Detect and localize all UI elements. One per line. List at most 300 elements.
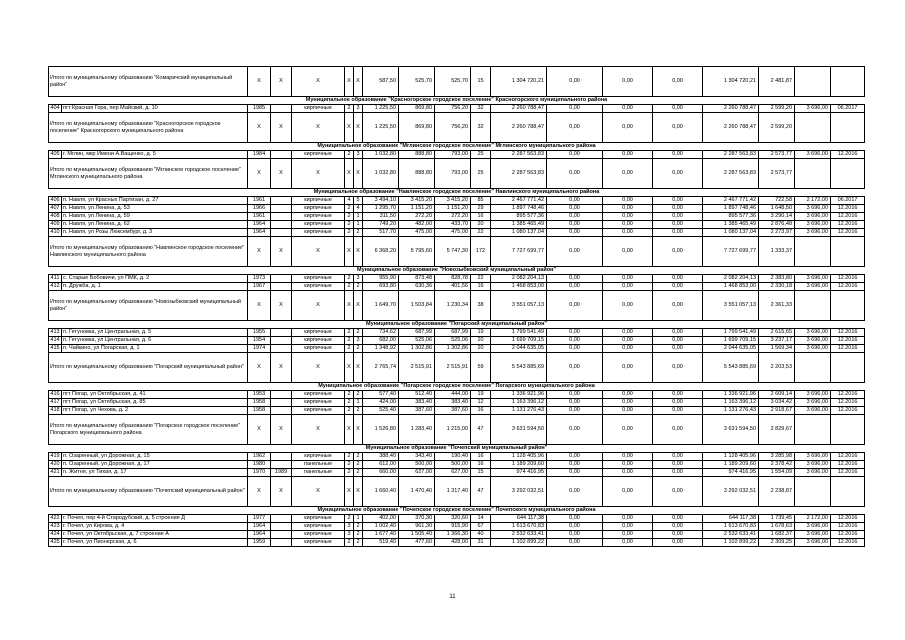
table-cell: 525,06: [399, 337, 435, 345]
row-number: 405: [50, 151, 60, 158]
table-cell: 3 237,17: [759, 337, 795, 345]
table-cell: 0,00: [653, 539, 703, 547]
table-cell: 0,00: [547, 329, 603, 337]
table-cell: 2: [345, 151, 354, 159]
subtotal-cell: 172: [471, 237, 491, 267]
table-cell: 1 613 670,83: [703, 523, 759, 531]
table-cell: 1 225,50: [363, 105, 399, 113]
subtotal-cell: 32: [471, 113, 491, 143]
table-cell: 0,00: [653, 461, 703, 469]
table-cell: 2 330,18: [759, 283, 795, 291]
table-cell: 2: [345, 461, 354, 469]
address-cell: пгт Погар, ул Чехова, д. 2: [62, 407, 248, 415]
table-cell: 320,60: [435, 515, 471, 523]
table-row: [49, 221, 865, 229]
table-cell: 1961: [248, 197, 271, 205]
section-heading-row: [49, 143, 865, 151]
table-cell: 2 467 771,42: [491, 197, 547, 205]
subtotal-cell: 2 260 788,47: [703, 113, 759, 143]
table-cell: 2 172,00: [795, 197, 831, 205]
table-cell: 1 151,20: [399, 205, 435, 213]
table-cell: 1 080 137,04: [491, 229, 547, 237]
subtotal-cell: X: [354, 291, 363, 321]
subtotal-cell: 2 599,20: [759, 113, 795, 143]
subtotal-cell: 0,00: [547, 237, 603, 267]
table-cell: 1 128 405,96: [491, 453, 547, 461]
section-heading-row: [49, 267, 865, 275]
table-cell: 2 082 204,13: [491, 275, 547, 283]
table-cell: 0,00: [547, 345, 603, 353]
table-cell: 12.2016: [831, 453, 865, 461]
address-cell: г. Почеп, ул Октябрьская, д. 7 строение А: [62, 531, 248, 539]
table-cell: [271, 531, 292, 539]
subtotal-cell: 2 829,67: [759, 415, 795, 445]
table-cell: 687,99: [399, 329, 435, 337]
table-cell: 1964: [248, 221, 271, 229]
table-cell: 1967: [248, 283, 271, 291]
row-number: 409: [50, 221, 60, 228]
subtotal-cell: X: [248, 159, 271, 189]
subtotal-cell: 2 765,74: [363, 353, 399, 383]
row-number: 417: [50, 399, 60, 406]
table-cell: кирпичные: [292, 221, 345, 229]
table-cell: 3: [354, 337, 363, 345]
subtotal-cell: 15: [471, 67, 491, 97]
subtotal-cell: 3 292 032,51: [703, 477, 759, 507]
subtotal-cell: 0,00: [547, 415, 603, 445]
table-cell: 1 348,92: [363, 345, 399, 353]
table-cell: 0,00: [547, 151, 603, 159]
table-cell: 16: [471, 461, 491, 469]
table-cell: 424,00: [363, 399, 399, 407]
table-cell: 1: [354, 221, 363, 229]
address-cell: п. Навля, ул Розы Люксембург, д. 3: [62, 229, 248, 237]
subtotal-cell: 0,00: [603, 159, 653, 189]
address-cell: г. Почеп, ул Пионерская, д. 6: [62, 539, 248, 547]
table-cell: 12.2016: [831, 337, 865, 345]
table-cell: 519,40: [363, 539, 399, 547]
table-cell: кирпичные: [292, 151, 345, 159]
table-cell: 40: [471, 531, 491, 539]
row-number: 408: [50, 213, 60, 220]
table-cell: 12.2016: [831, 461, 865, 469]
table-cell: 0,00: [653, 105, 703, 113]
table-cell: 0,00: [547, 197, 603, 205]
table-cell: 0,00: [547, 461, 603, 469]
subtotal-cell: X: [345, 353, 354, 383]
table-cell: 2: [354, 453, 363, 461]
subtotal-cell: X: [345, 113, 354, 143]
table-cell: 0,00: [603, 105, 653, 113]
table-cell: 0,00: [603, 329, 653, 337]
row-number: 421: [50, 469, 60, 476]
table-cell: 0,00: [547, 515, 603, 523]
section-title: Муниципальное образование "Погарское городское поселение" Погарского муниципального района: [49, 383, 865, 391]
table-cell: 2: [354, 523, 363, 531]
subtotal-row: [49, 113, 865, 143]
table-cell: 2 615,65: [759, 329, 795, 337]
subtotal-cell: X: [354, 67, 363, 97]
table-cell: 0,00: [603, 151, 653, 159]
table-cell: 4: [345, 197, 354, 205]
subtotal-label: Итого по муниципальному образованию "Комаричский муниципальный район": [49, 67, 248, 97]
subtotal-cell: 1 526,80: [363, 415, 399, 445]
table-cell: 1 699 709,15: [491, 337, 547, 345]
subtotal-cell: 888,80: [399, 159, 435, 189]
table-cell: кирпичные: [292, 407, 345, 415]
subtotal-cell: X: [248, 291, 271, 321]
table-cell: кирпичные: [292, 205, 345, 213]
table-cell: 3 696,00: [795, 151, 831, 159]
table-cell: 2: [345, 105, 354, 113]
subtotal-cell: 47: [471, 477, 491, 507]
subtotal-cell: [831, 291, 865, 321]
table-cell: [271, 407, 292, 415]
subtotal-cell: 3 292 032,51: [491, 477, 547, 507]
table-cell: 630,36: [399, 283, 435, 291]
table-cell: 1958: [248, 407, 271, 415]
table-cell: 1977: [248, 515, 271, 523]
table-cell: 0,00: [547, 283, 603, 291]
table-cell: 06.2017: [831, 197, 865, 205]
table-cell: 2: [345, 329, 354, 337]
subtotal-cell: 59: [471, 353, 491, 383]
table-cell: 682,00: [363, 337, 399, 345]
row-number: 420: [50, 461, 60, 468]
table-cell: 402,00: [363, 515, 399, 523]
table-cell: [271, 213, 292, 221]
subtotal-cell: 0,00: [603, 477, 653, 507]
table-row: [49, 399, 865, 407]
table-cell: 387,60: [399, 407, 435, 415]
table-cell: 272,20: [399, 213, 435, 221]
table-row: [49, 345, 865, 353]
table-cell: 0,00: [603, 205, 653, 213]
section-heading-row: [49, 97, 865, 105]
subtotal-cell: 0,00: [653, 113, 703, 143]
table-cell: 0,00: [653, 229, 703, 237]
table-cell: 0,00: [653, 407, 703, 415]
table-cell: 0,00: [547, 391, 603, 399]
table-cell: 1984: [248, 151, 271, 159]
table-cell: 2 378,42: [759, 461, 795, 469]
subtotal-cell: 869,80: [399, 113, 435, 143]
table-row: [49, 523, 865, 531]
table-cell: 12.2016: [831, 345, 865, 353]
subtotal-cell: 6 368,20: [363, 237, 399, 267]
subtotal-cell: 0,00: [547, 477, 603, 507]
address-cell: пгт Погар, ул Октябрьская, д. 85: [62, 399, 248, 407]
table-cell: 0,00: [603, 337, 653, 345]
row-number: 404: [50, 105, 60, 112]
table-cell: 06.2017: [831, 105, 865, 113]
subtotal-cell: 587,50: [363, 67, 399, 97]
subtotal-cell: [795, 415, 831, 445]
table-cell: 1 897 748,46: [703, 205, 759, 213]
subtotal-cell: 3 631 594,50: [703, 415, 759, 445]
subtotal-cell: 793,00: [435, 159, 471, 189]
subtotal-cell: 5 795,60: [399, 237, 435, 267]
table-cell: 2: [345, 539, 354, 547]
subtotal-cell: 0,00: [547, 159, 603, 189]
section-title: Муниципальное образование "Почепский муниципальный район": [49, 445, 865, 453]
table-cell: 12.2016: [831, 205, 865, 213]
table-cell: 12.2016: [831, 523, 865, 531]
section-title: Муниципальное образование "Новозыбковский муниципальный район": [49, 267, 865, 275]
table-cell: 0,00: [603, 221, 653, 229]
table-cell: 1 385 465,49: [703, 221, 759, 229]
table-cell: 2: [354, 461, 363, 469]
table-cell: 722,58: [759, 197, 795, 205]
address-cell: г. Мглин, мкр Имени А.Ващенко, д. 5: [62, 151, 248, 159]
table-cell: 25: [471, 151, 491, 159]
table-cell: 500,00: [399, 461, 435, 469]
subtotal-cell: [795, 477, 831, 507]
table-row: [49, 275, 865, 283]
table-cell: 3 696,00: [795, 407, 831, 415]
row-number: 406: [50, 197, 60, 204]
subtotal-label: Итого по муниципальному образованию "Погарский муниципальный район": [49, 353, 248, 383]
table-cell: 0,00: [653, 531, 703, 539]
table-cell: 3 415,20: [435, 197, 471, 205]
subtotal-cell: 2 515,91: [399, 353, 435, 383]
subtotal-cell: 0,00: [603, 353, 653, 383]
table-cell: кирпичные: [292, 345, 345, 353]
table-cell: 1964: [248, 523, 271, 531]
table-cell: [271, 539, 292, 547]
table-row: [49, 283, 865, 291]
table-cell: 1 102 899,22: [491, 539, 547, 547]
subtotal-label: Итого по муниципальному образованию "Новозыбковский муниципальный район": [49, 291, 248, 321]
subtotal-cell: 0,00: [603, 113, 653, 143]
table-cell: 512,40: [399, 391, 435, 399]
row-number: 416: [50, 391, 60, 398]
table-cell: 85: [471, 197, 491, 205]
subtotal-cell: 0,00: [547, 353, 603, 383]
subtotal-cell: 1 317,40: [435, 477, 471, 507]
table-cell: 1 032,80: [363, 151, 399, 159]
table-cell: 272,20: [435, 213, 471, 221]
table-cell: кирпичные: [292, 531, 345, 539]
table-cell: 873,48: [399, 275, 435, 283]
subtotal-cell: X: [248, 113, 271, 143]
table-cell: [271, 461, 292, 469]
subtotal-row: [49, 159, 865, 189]
table-cell: 1 468 853,00: [703, 283, 759, 291]
table-cell: 67: [471, 523, 491, 531]
table-cell: 2 172,00: [795, 515, 831, 523]
table-cell: 12.2016: [831, 329, 865, 337]
table-cell: 0,00: [547, 205, 603, 213]
subtotal-cell: X: [292, 477, 345, 507]
subtotal-cell: [831, 237, 865, 267]
row-number: 425: [50, 539, 60, 546]
table-cell: 2: [345, 391, 354, 399]
table-cell: 14: [471, 515, 491, 523]
table-cell: 12.2016: [831, 531, 865, 539]
subtotal-cell: [795, 159, 831, 189]
table-cell: 2: [345, 469, 354, 477]
table-cell: 0,00: [603, 275, 653, 283]
table-cell: [271, 197, 292, 205]
table-cell: 2: [345, 205, 354, 213]
table-cell: 1958: [248, 399, 271, 407]
table-cell: 0,00: [653, 151, 703, 159]
section-title: Муниципальное образование "Погарский муниципальный район": [49, 321, 865, 329]
table-cell: 0,00: [653, 515, 703, 523]
table-cell: 2 260 788,47: [491, 105, 547, 113]
table-cell: 1 302,86: [399, 345, 435, 353]
table-cell: 0,00: [653, 283, 703, 291]
table-cell: 12.2016: [831, 539, 865, 547]
table-cell: 482,00: [399, 221, 435, 229]
table-row: [49, 105, 865, 113]
table-cell: 0,00: [547, 523, 603, 531]
table-cell: 1985: [248, 105, 271, 113]
subtotal-label: Итого по муниципальному образованию "Навлинское городское поселение" Навлинского муниципального района: [49, 237, 248, 267]
table-cell: 577,40: [363, 391, 399, 399]
table-cell: 0,00: [653, 345, 703, 353]
table-cell: 0,00: [603, 515, 653, 523]
table-cell: 1980: [248, 461, 271, 469]
table-cell: 915,90: [435, 523, 471, 531]
subtotal-row: [49, 477, 865, 507]
table-cell: 1: [354, 515, 363, 523]
table-cell: 793,00: [435, 151, 471, 159]
address-cell: п. Гетуновка, ул Центральная, д. 6: [62, 337, 248, 345]
subtotal-cell: 1 283,40: [399, 415, 435, 445]
section-heading-row: [49, 189, 865, 197]
subtotal-row: [49, 237, 865, 267]
table-cell: 1 131 276,43: [491, 407, 547, 415]
table-cell: 3: [354, 151, 363, 159]
table-cell: 433,70: [435, 221, 471, 229]
subtotal-label: Итого по муниципальному образованию "Погарское городское поселение" Погарского муниципального района: [49, 415, 248, 445]
row-number: 410: [50, 229, 60, 236]
table-cell: 16: [471, 283, 491, 291]
subtotal-cell: 525,70: [399, 67, 435, 97]
subtotal-cell: 47: [471, 415, 491, 445]
subtotal-row: [49, 291, 865, 321]
table-cell: 2: [354, 229, 363, 237]
table-cell: 0,00: [653, 329, 703, 337]
table-cell: 3 696,00: [795, 453, 831, 461]
subtotal-cell: 7 727 699,77: [703, 237, 759, 267]
table-cell: 687,99: [435, 329, 471, 337]
table-cell: 0,00: [547, 105, 603, 113]
subtotal-cell: 0,00: [653, 291, 703, 321]
table-cell: 1964: [248, 531, 271, 539]
subtotal-cell: 2 481,87: [759, 67, 795, 97]
table-cell: 0,00: [603, 345, 653, 353]
table-cell: кирпичные: [292, 515, 345, 523]
table-cell: 2 609,14: [759, 391, 795, 399]
subtotal-cell: 2 287 563,83: [703, 159, 759, 189]
table-cell: 3 696,00: [795, 531, 831, 539]
table-cell: 1 699 709,15: [703, 337, 759, 345]
table-cell: 1 189 209,60: [703, 461, 759, 469]
table-cell: 2: [345, 221, 354, 229]
table-cell: 517,70: [363, 229, 399, 237]
table-cell: [271, 151, 292, 159]
table-cell: 0,00: [547, 539, 603, 547]
table-cell: 3 696,00: [795, 205, 831, 213]
table-cell: 29: [471, 205, 491, 213]
table-cell: 2 273,97: [759, 229, 795, 237]
row-number: 424: [50, 531, 60, 538]
table-cell: 1973: [248, 275, 271, 283]
table-cell: 15: [471, 469, 491, 477]
table-cell: 12.2016: [831, 515, 865, 523]
subtotal-cell: 525,70: [435, 67, 471, 97]
table-cell: 2: [354, 531, 363, 539]
subtotal-cell: 2 573,77: [759, 159, 795, 189]
table-cell: [271, 229, 292, 237]
subtotal-cell: 1 304 720,21: [703, 67, 759, 97]
table-cell: 12.2016: [831, 391, 865, 399]
table-cell: 0,00: [547, 275, 603, 283]
table-cell: 20: [471, 221, 491, 229]
subtotal-cell: 7 727 699,77: [491, 237, 547, 267]
table-cell: кирпичные: [292, 229, 345, 237]
table-cell: 1961: [248, 213, 271, 221]
table-cell: 12.2016: [831, 469, 865, 477]
table-cell: 1 151,20: [435, 205, 471, 213]
table-cell: кирпичные: [292, 275, 345, 283]
table-row: [49, 531, 865, 539]
table-cell: 0,00: [603, 399, 653, 407]
table-cell: 3 034,42: [759, 399, 795, 407]
table-cell: 1 678,63: [759, 523, 795, 531]
subtotal-cell: X: [248, 415, 271, 445]
subtotal-cell: X: [271, 353, 292, 383]
table-cell: 5: [354, 197, 363, 205]
table-cell: 311,50: [363, 213, 399, 221]
table-cell: 1989: [271, 469, 292, 477]
subtotal-cell: 1 660,40: [363, 477, 399, 507]
table-cell: 1 677,40: [363, 531, 399, 539]
subtotal-cell: 1 032,80: [363, 159, 399, 189]
table-cell: 0,00: [653, 337, 703, 345]
table-cell: 0,00: [547, 337, 603, 345]
table-cell: 734,62: [363, 329, 399, 337]
table-cell: 3 696,00: [795, 337, 831, 345]
subtotal-cell: [795, 291, 831, 321]
table-cell: 1964: [248, 229, 271, 237]
table-cell: 2: [345, 283, 354, 291]
subtotal-cell: X: [354, 113, 363, 143]
subtotal-cell: [831, 353, 865, 383]
table-cell: 2: [354, 391, 363, 399]
table-cell: [271, 205, 292, 213]
subtotal-cell: X: [345, 159, 354, 189]
subtotal-cell: 2 361,33: [759, 291, 795, 321]
subtotal-cell: X: [271, 67, 292, 97]
subtotal-cell: 0,00: [653, 237, 703, 267]
table-cell: 0,00: [603, 539, 653, 547]
table-row: [49, 515, 865, 523]
table-cell: 0,00: [547, 469, 603, 477]
subtotal-cell: 2 515,91: [435, 353, 471, 383]
subtotal-cell: 0,00: [603, 67, 653, 97]
address-cell: г. Почеп, пер 4-й Стародубский, д. 5 строение Д: [62, 515, 248, 523]
subtotal-cell: X: [354, 415, 363, 445]
subtotal-cell: 3 551 057,13: [703, 291, 759, 321]
address-cell: с. Старые Бобовичи, ул ПМК, д. 2: [62, 275, 248, 283]
table-cell: 974 416,95: [491, 469, 547, 477]
subtotal-cell: X: [345, 67, 354, 97]
table-cell: [271, 283, 292, 291]
